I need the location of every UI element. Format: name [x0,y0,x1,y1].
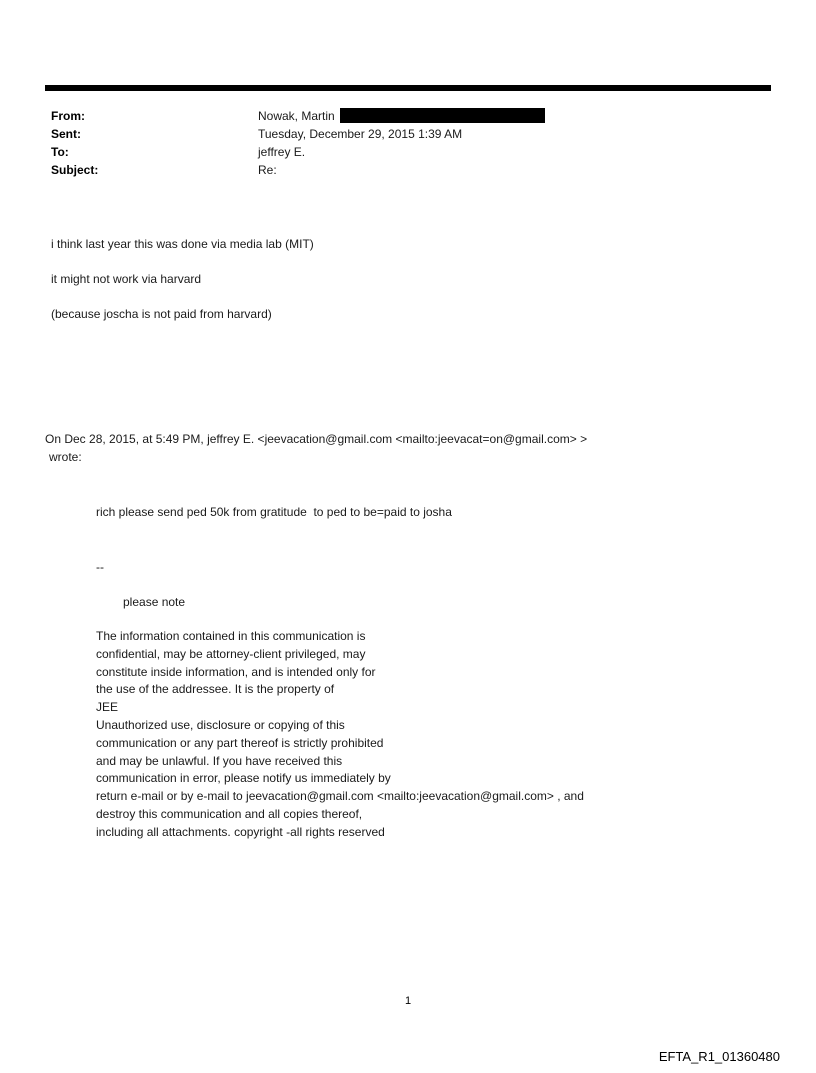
disclaimer-line: and may be unlawful. If you have received this [96,753,343,768]
subject-value: Re: [258,163,277,177]
quote-attribution-line2: wrote: [49,450,82,464]
from-name: Nowak, Martin [258,109,335,123]
header-row-subject [51,161,771,179]
header-divider [45,85,771,91]
disclaimer-line: return e-mail or by e-mail to jeevacation@gmail.com <mailto:jeevacation@gmail.com> , and [96,789,584,804]
disclaimer-line: JEE [96,700,119,715]
quote-attribution-line1: On Dec 28, 2015, at 5:49 PM, jeffrey E. <jeevacation@gmail.com <mailto:jeevacat=on@gmail.com> > [45,432,588,446]
disclaimer-line: including all attachments. copyright -all rights reserved [96,824,385,839]
sent-value: Tuesday, December 29, 2015 1:39 AM [258,127,463,141]
body-paragraphs [51,235,751,340]
body-paragraph: i think last year this was done via media lab (MIT) [51,237,314,251]
sent-label: Sent: [51,127,81,141]
quoted-message: rich please send ped 50k from gratitude to ped to be=paid to josha [96,505,452,519]
body-paragraph: (because joscha is not paid from harvard) [51,307,272,321]
quote-attribution [45,430,785,466]
disclaimer-line: communication or any part thereof is strictly prohibited [96,735,384,750]
to-label: To: [51,145,69,159]
disclaimer-line: constitute inside information, and is intended only for [96,664,376,679]
from-value [258,107,545,125]
subject-label: Subject: [51,163,99,177]
signature-separator: -- [96,560,104,574]
disclaimer-line: the use of the addressee. It is the property of [96,682,335,697]
header-row-sent [51,125,771,143]
disclaimer-line: confidential, may be attorney-client privileged, may [96,646,366,661]
disclaimer-line: communication in error, please notify us immediately by [96,771,391,786]
page-number: 1 [404,995,412,1007]
from-label: From: [51,109,85,123]
disclaimer [96,628,756,842]
disclaimer-line: destroy this communication and all copies thereof, [96,806,363,821]
body-paragraph: it might not work via harvard [51,272,202,286]
bates-number: EFTA_R1_01360480 [658,1049,780,1064]
to-value: jeffrey E. [258,145,306,159]
redaction-bar [340,108,545,123]
header-row-to [51,143,771,161]
disclaimer-line: The information contained in this communication is [96,629,366,643]
disclaimer-line: Unauthorized use, disclosure or copying of this [96,717,345,732]
signature-note: please note [123,595,186,609]
header-row-from [51,107,771,125]
email-header [51,107,771,179]
